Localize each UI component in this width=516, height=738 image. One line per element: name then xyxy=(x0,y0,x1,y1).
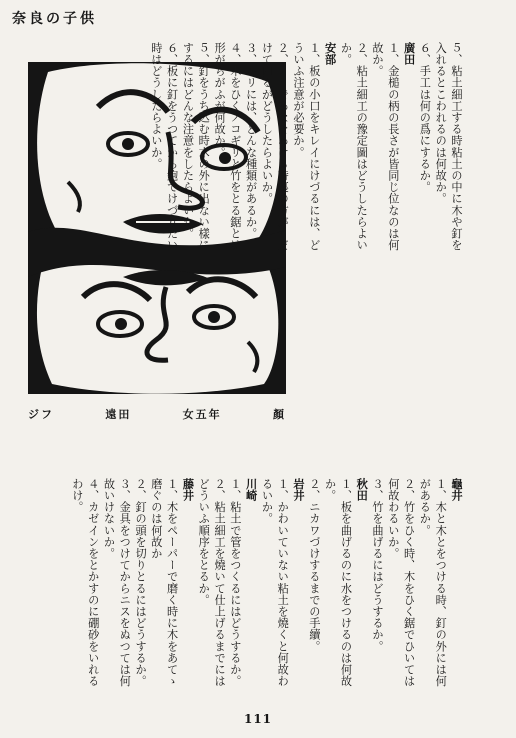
student-name-heading: 藤井 xyxy=(181,478,196,502)
question-line: １、板の小口をキレイにけづるには、ど xyxy=(307,42,321,251)
question-line: ５、粘土細工する時粘土の中に木や釘を xyxy=(450,42,463,251)
question-line: ５、釘をうち込む時木の外に出ない樣に xyxy=(197,42,211,251)
question-line: か。 xyxy=(339,42,353,66)
question-line: か。 xyxy=(323,478,337,502)
question-line: 磨ぐのは何故か xyxy=(149,478,163,560)
question-line: ４、カゼインをとかすのに硼砂をいれる xyxy=(86,478,100,687)
student-name-heading: 川崎 xyxy=(244,478,259,502)
question-line: ２、釘の頭を切りとるにはどうするか。 xyxy=(134,478,148,687)
question-line: るいか。 xyxy=(260,478,274,525)
question-line: ４、木をひくノコギリと竹をとる鋸とは xyxy=(228,42,242,251)
caption-title: ジフ xyxy=(28,408,54,421)
illustration-caption xyxy=(28,406,286,424)
caption-grade: 女五年 xyxy=(182,408,222,421)
question-line: どういふ順序をとるか。 xyxy=(197,478,211,606)
running-header: 奈良の子供 xyxy=(12,11,97,27)
question-line: ３、キリには、どんな種類があるか。 xyxy=(244,42,258,240)
upper-question-column xyxy=(148,42,464,372)
student-name-heading: 龜井 xyxy=(450,478,464,502)
question-line: ういふ注意が必要か。 xyxy=(292,42,306,158)
student-name-heading: 安部 xyxy=(323,42,338,66)
question-line: ３、金具をつけてからニスをぬつては何 xyxy=(118,478,132,687)
question-line: ３、竹を曲げるにはどうするか。 xyxy=(371,478,385,652)
question-line: 何故わるいか。 xyxy=(386,478,400,560)
question-line: １、木をペーパーで磨く時に木をあてゝ xyxy=(165,478,179,687)
caption-subject: 顏 xyxy=(272,408,286,421)
question-line: ６、板に釘をうつてから鉋でけづりたい xyxy=(165,42,179,251)
question-line: ２、ノミであなをあける時裏の方がくだ xyxy=(276,42,290,251)
question-line: 故いけないか。 xyxy=(102,478,116,560)
question-line: 時はどうしたらよいか。 xyxy=(149,42,163,170)
question-line: ２、粘土細工を燒いて仕上げるまでには xyxy=(213,478,227,687)
question-line: １、木と木とをつける時、釘の外には何 xyxy=(434,478,448,687)
student-name-heading: 秋田 xyxy=(355,478,370,502)
question-line: １、板を曲げるのに水をつけるのは何故 xyxy=(339,478,353,687)
question-line: わけ。 xyxy=(70,478,84,513)
question-line: １、かわいていない粘土を燒くと何故わ xyxy=(276,478,290,687)
student-name-heading: 岩井 xyxy=(292,478,307,502)
question-line: １、粘土で管をつくるにはどうするか。 xyxy=(228,478,242,687)
question-line: があるか。 xyxy=(418,478,432,536)
question-line: 入れるとこわれるのは何故か。 xyxy=(434,42,448,205)
question-line: ２、ニカワづけするまでの手續。 xyxy=(307,478,321,652)
question-line: ２、粘土細工の豫定圖はどうしたらよい xyxy=(355,42,369,251)
question-line: けて困るがどうしたらよいか。 xyxy=(260,42,274,205)
question-line: ２、竹をひく時、木をひく鋸でひいては xyxy=(402,478,416,687)
question-line: 故か。 xyxy=(371,42,385,77)
question-line: ６、手工は何の爲にするか。 xyxy=(418,42,432,193)
question-line: １、金槌の柄の長さが皆同じ位なのは何 xyxy=(386,42,400,251)
page-number: 111 xyxy=(243,712,273,726)
lower-question-column xyxy=(69,478,464,700)
caption-name: 遠田 xyxy=(105,408,132,421)
student-name-heading: 廣田 xyxy=(402,42,417,66)
question-line: するにはどんな注意をしたらよいか。 xyxy=(181,42,195,240)
question-line: 形がちがふが何故か。 xyxy=(213,42,227,158)
